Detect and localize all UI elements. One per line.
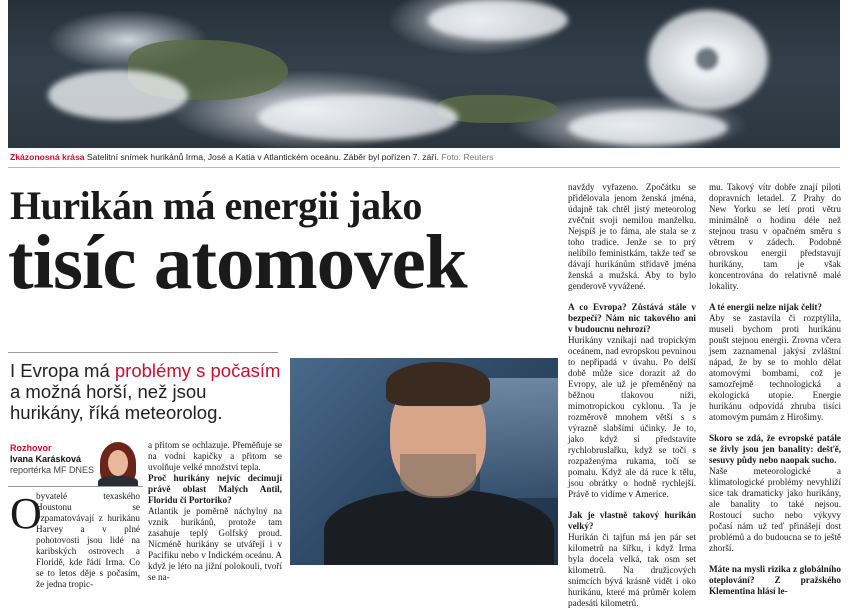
hurricane-eye (696, 48, 718, 70)
paragraph: Hurikány vznikají nad tropickým oceánem, nad evropskou pevninou to nepřipadá v úvahu. Po delší době může sice dorazit až do Evropy, ale už je přeměněný na běžnou tlakovou níži, mimotropickou cyklonu. Ta je rozměrově mnohem větší s s výrazně slabšími účinky. Je to, jako když si představíte rychlobruslařku, když se točí s rozpaženýma rukama, točí se pomalu. Když ale dá ruce k tělu, jsou obrátky o hodně rychlejší. Právě to vidíme v Americe. (568, 335, 696, 499)
paragraph: navždy vyřazeno. Zpočátku se přidělovala jenom ženská jména, údajně tak chtěl jistý meteorolog zvěčnit svoji nemilou manželku. Nejspíš je to fáma, ale stala se z toho tradice. Jenže se to prý nelíbilo feministkám, takže teď se dávají hurikánům střídavě jména ženská a mužská. Aby to bylo genderově vyvážené. (568, 182, 696, 291)
cloud (48, 70, 188, 120)
paragraph: a přitom se ochlazuje. Přeměňuje se na vodní kapičky a přitom se uvolňuje velké množství tepla. (148, 440, 282, 472)
subheadline-highlight[interactable]: problémy s počasím (114, 360, 281, 381)
paragraph: Naše meteorologické a klimatologické problémy nevyhlíží sice tak dramaticky jako hurikány, ale banality to také nejsou. Rostoucí sucho nebo výkyvy počasí nám už teď přinášejí dost problémů a do budoucna se to ještě zhorší. (709, 466, 841, 553)
paragraph: Aby se zastavila či rozptýlila, museli bychom proti hurikánu poušt stejnou energii. Zrovna včera jsem zaznamenal jakýsi zvláštní nápad, že by se to mohlo dělat atomovými bombami, což je samozřejmě technologická a ekologická utopie. Energie hurikánu odpovídá zhruba tisíci atomovým pumám z Hirošimy. (709, 313, 841, 422)
cloud (568, 110, 728, 145)
caption-label: Zkázonosná krása (10, 152, 85, 162)
meteorologist-photo (290, 358, 558, 565)
divider (8, 352, 278, 353)
paragraph: mu. Takový vítr dobře znají piloti dopravních letadel. Z Prahy do New Yorku se letí proti větru minimálně o hodinu déle než stejnou trasu v opačném směru s větrem v zádech. Podobně obrovskou energii představují hurikány, tam je však koncentrována do relativně malé lokality. (709, 182, 841, 291)
subheadline-part2: a možná horší, než jsou hurikány, říká meteorolog. (10, 381, 223, 423)
paragraph: Atlantik je poměrně náchylný na vznik hurikánů, protože tam zasahuje teplý Golfský proud. Nicméně hurikány se utvářejí i v Pacifiku nebo v Indickém oceánu. A když je léto na jižní polokouli, tvoří se na- (148, 506, 282, 582)
question: A co Evropa? Zůstává stále v bezpečí? Nám nic takového ani v budoucnu nehrozí? (568, 302, 696, 334)
caption-text: Satelitní snímek hurikánů Irma, José a Katia v Atlantickém oceánu. Záběr byl pořízen 7. září. (86, 152, 439, 162)
article-column-1 (36, 491, 140, 590)
rubric: Rozhovor (10, 443, 52, 453)
author-role: reportérka MF DNES (10, 465, 95, 475)
photo-caption (10, 152, 493, 162)
divider (8, 486, 143, 487)
divider (8, 167, 840, 168)
dropcap: O (10, 489, 42, 538)
author-avatar (96, 440, 140, 486)
headline-line1: Hurikán má energii jako (10, 183, 422, 228)
question: Skoro se zdá, že evropské patále se živly jsou jen banality: dešťě, sesuvy půdy nebo naopak sucho. (709, 433, 841, 465)
question: Jak je vlastně takový hurikán velký? (568, 510, 696, 531)
cloud (428, 0, 568, 40)
article-column-3 (568, 182, 696, 609)
paragraph: byvatelé texaského Houstonu se vzpamatovávají z hurikánu Harvey a v plné pohotovosti jsou lidé na karibských ostrovech a Floridě, kde řádí Irma. Co se to letos děje s počasím, že jedna tropic- (36, 491, 140, 589)
subheadline-part1: I Evropa má (10, 360, 115, 381)
author-name: Ivana Karásková (10, 454, 82, 464)
question: Máte na mysli rizika z globálního oteplování? Z pražského Klementina hlásí le- (709, 564, 841, 596)
headline-line2: tisíc atomovek (8, 219, 467, 305)
question: Proč hurikány nejvíc decimují právě oblast Malých Antil, Floridu či Portoriko? (148, 473, 282, 505)
cloud (258, 95, 458, 140)
article-column-4 (709, 182, 841, 597)
question: A té energii nelze nijak čelit? (709, 302, 823, 312)
paragraph: Hurikán či tajfun má jen pár set kilometrů na šířku, i když Irma byla docela velká, tak osm set kilometrů. Na družicových snímcích bývá krásně vidět i oko hurikánu, které má průměr kolem padesáti kilometrů. (568, 532, 696, 608)
caption-source: Foto: Reuters (441, 152, 494, 162)
satellite-image (8, 0, 840, 148)
subheadline (10, 360, 285, 423)
article-column-2 (148, 440, 282, 583)
